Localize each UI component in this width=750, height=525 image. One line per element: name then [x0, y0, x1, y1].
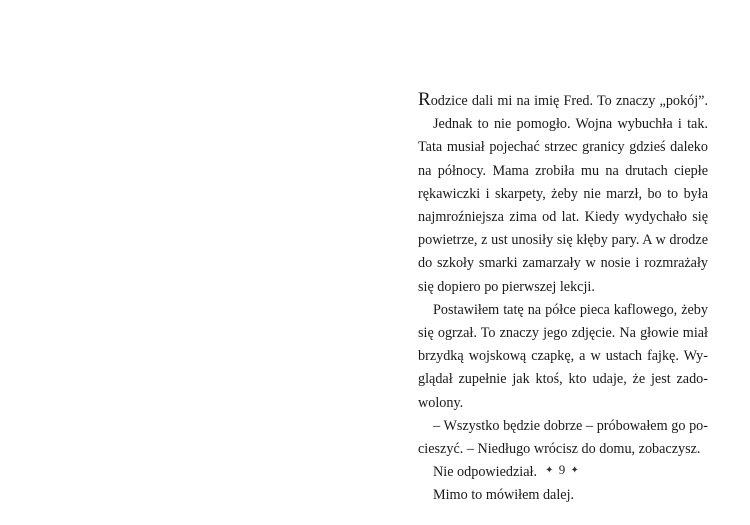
text-line-1: Rodzice dali mi na imię Fred. To znaczy „pokój”.: [418, 89, 708, 110]
text-line-16: cieszyć. – Niedługo wrócisz do domu, zobaczysz.: [418, 441, 701, 458]
text-line-17: Nie odpowiedział.: [433, 464, 538, 481]
text-line-13: glądał zupełnie jak ktoś, kto udaje, że jest zado-: [418, 371, 708, 388]
page-number-value: 9: [558, 462, 567, 477]
text-line-14: wolony.: [418, 394, 464, 411]
text-line-12: brzydką wojskową czapkę, a w ustach fajkę. Wy-: [418, 348, 708, 365]
text-line-8: do szkoły smarki zamarzały w nosie i rozmrażały: [418, 255, 708, 272]
text-line-7: powietrze, z ust unosiły się kłęby pary. A w drodze: [418, 232, 708, 249]
ornament-right-icon: ✦: [570, 465, 580, 476]
text-line-18: Mimo to mówiłem dalej.: [433, 487, 575, 504]
right-page: [375, 0, 750, 525]
text-line-4: na północy. Mama zrobiła mu na drutach ciepłe: [418, 162, 708, 179]
text-line-15: – Wszystko będzie dobrze – próbowałem go po-: [433, 417, 708, 434]
text-line-11: się ogrzał. To znaczy jego zdjęcie. Na głowie miał: [418, 325, 708, 342]
page-number: [375, 462, 750, 478]
text-line-2: Jednak to nie pomogło. Wojna wybuchła i tak.: [433, 116, 708, 133]
ornament-left-icon: ✦: [545, 465, 555, 476]
text-line-3: Tata musiał pojechać strzec granicy gdzieś daleko: [418, 139, 708, 156]
text-line-6: najmroźniejsza zima od lat. Kiedy wydychało się: [418, 209, 708, 226]
drop-cap: R: [418, 89, 431, 110]
text-line-9: się dopiero po pierwszej lekcji.: [418, 278, 595, 295]
text-line-10: Postawiłem tatę na półce pieca kaflowego, żeby: [433, 301, 708, 318]
text-line-5: rękawiczki i skarpety, żeby nie marzł, bo to była: [418, 185, 708, 202]
body-text: [418, 90, 708, 508]
